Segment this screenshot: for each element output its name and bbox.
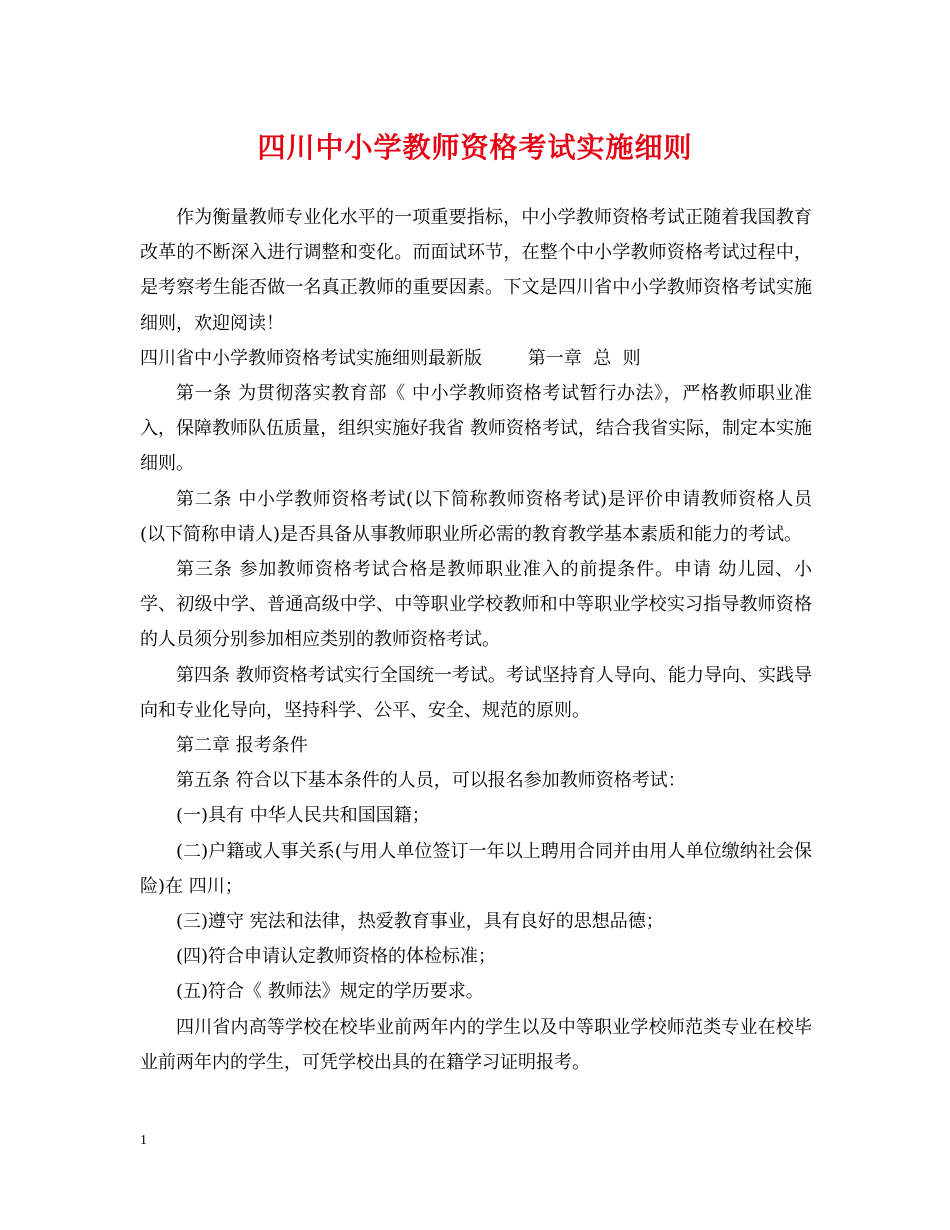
page-number: 1 (140, 1133, 147, 1148)
chapter-two-heading: 第二章 报考条件 (176, 735, 308, 757)
document-title: 四川中小学教师资格考试实施细则 (257, 131, 693, 164)
article-five-paragraph: 第五条 符合以下基本条件的人员，可以报名参加教师资格考试： (176, 770, 686, 792)
article-four-paragraph: 第四条 教师资格考试实行全国统一考试。考试坚持育人导向、能力导向、实践导向和专业化导向，坚持科学、公平、安全、规范的原则。 (140, 664, 812, 721)
student-eligibility-paragraph: 四川省内高等学校在校毕业前两年内的学生以及中等职业学校师范类专业在校毕业前两年内的学生，可凭学校出具的在籍学习证明报考。 (140, 1016, 812, 1073)
article-three-paragraph: 第三条 参加教师资格考试合格是教师职业准入的前提条件。申请 幼儿园、小学、初级中学、普通高级中学、中等职业学校教师和中等职业学校实习指导教师资格的人员须分别参加相应类别的教师资格考试。 (140, 559, 812, 651)
condition-item-3: (三)遵守 宪法和法律，热爱教育事业，具有良好的思想品德； (176, 911, 664, 933)
condition-item-5: (五)符合《 教师法》规定的学历要求。 (176, 981, 484, 1003)
article-one-paragraph: 第一条 为贯彻落实教育部《 中小学教师资格考试暂行办法》，严格教师职业准入，保障教师队伍质量，组织实施好我省 教师资格考试，结合我省实际，制定本实施细则。 (140, 383, 812, 475)
document-body (140, 200, 812, 1080)
condition-item-1: (一)具有 中华人民共和国国籍； (176, 805, 430, 827)
condition-item-4: (四)符合申请认定教师资格的体检标准； (176, 946, 497, 968)
article-two-paragraph: 第二条 中小学教师资格考试(以下简称教师资格考试)是评价申请教师资格人员(以下简称申请人)是否具备从事教师职业所必需的教育教学基本素质和能力的考试。 (140, 488, 812, 545)
intro-paragraph: 作为衡量教师专业化水平的一项重要指标，中小学教师资格考试正随着我国教育改革的不断深入进行调整和变化。而面试环节，在整个中小学教师资格考试过程中，是考察考生能否做一名真正教师的重要因素。下文是四川省中小学教师资格考试实施细则，欢迎阅读！ (140, 207, 812, 334)
chapter-one-heading: 四川省中小学教师资格考试实施细则最新版 第一章 总 则 (140, 347, 641, 369)
condition-item-2: (二)户籍或人事关系(与用人单位签订一年以上聘用合同并由用人单位缴纳社会保险)在 四川； (140, 840, 812, 897)
